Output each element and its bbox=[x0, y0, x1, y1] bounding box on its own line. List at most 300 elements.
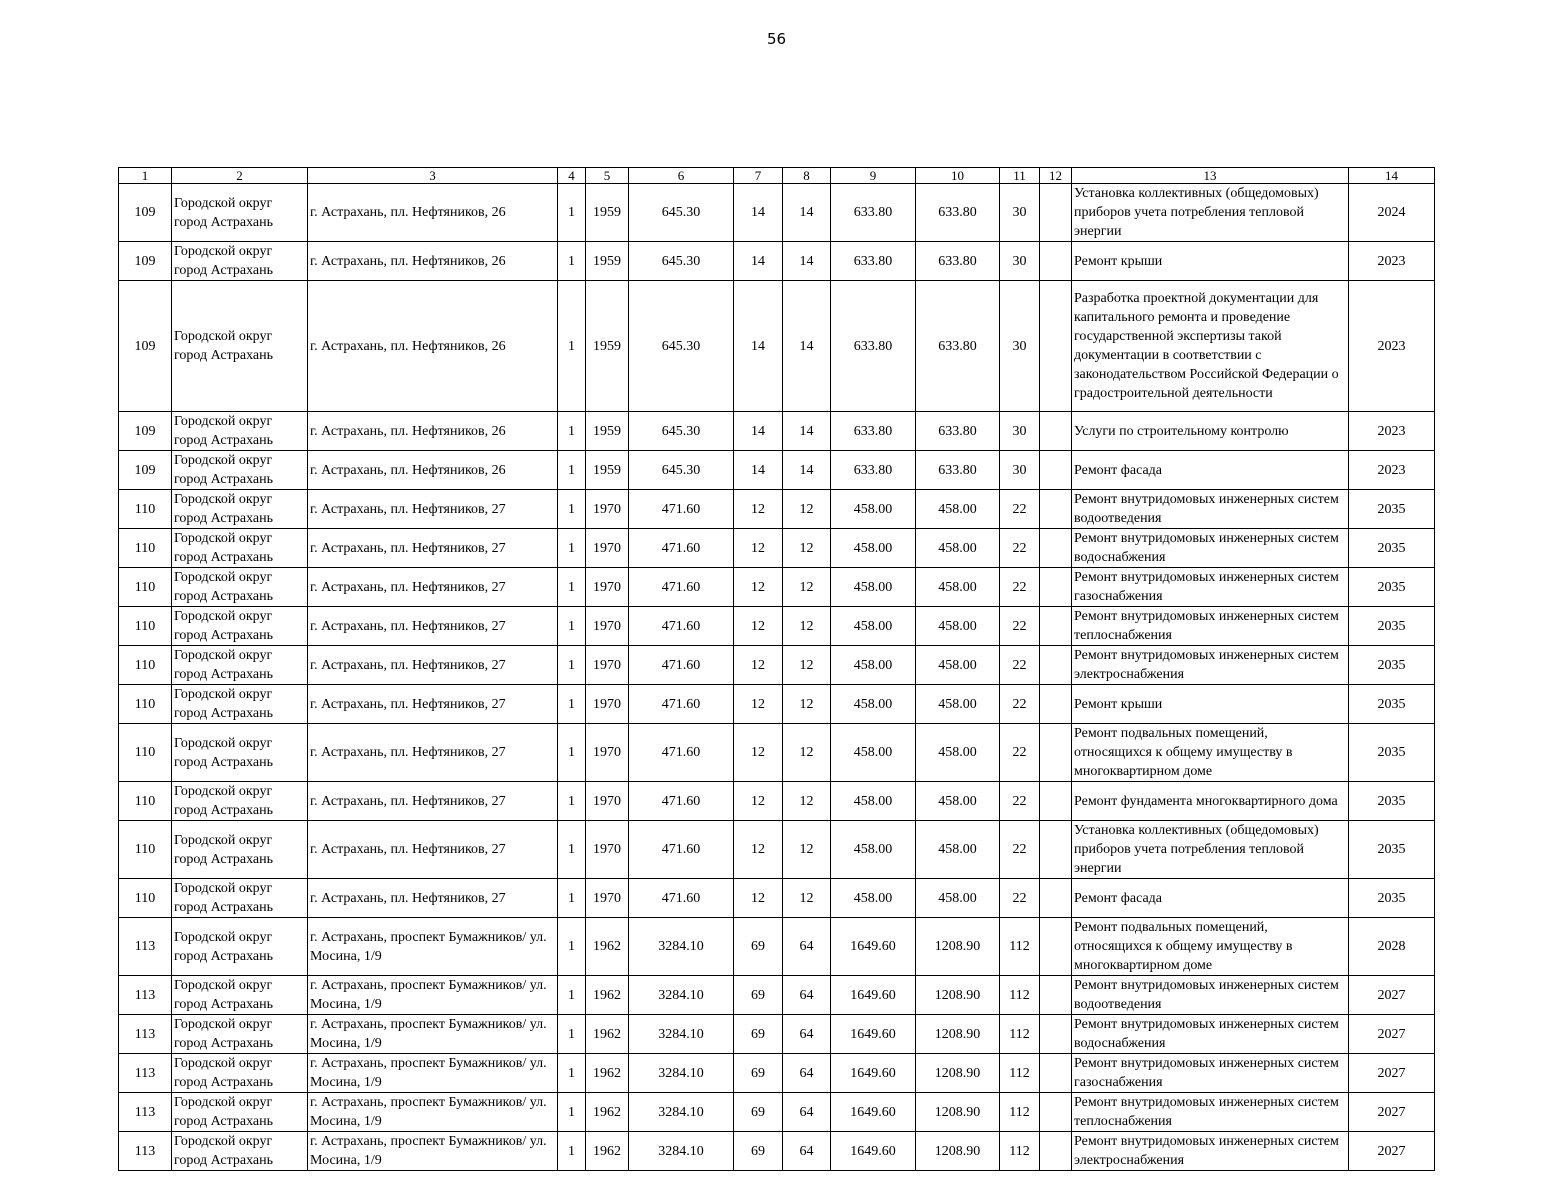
cell-residents: 112 bbox=[1000, 976, 1040, 1015]
cell-work-type: Ремонт фасада bbox=[1072, 451, 1349, 490]
column-header: 1 bbox=[119, 168, 172, 184]
table-row bbox=[119, 568, 1435, 607]
cell-residents: 22 bbox=[1000, 724, 1040, 782]
cell-col-10: 1208.90 bbox=[916, 1054, 1000, 1093]
table-row bbox=[119, 1015, 1435, 1054]
cell-total-area: 471.60 bbox=[629, 568, 734, 607]
column-header: 5 bbox=[586, 168, 629, 184]
cell-municipality: Городской округ город Астрахань bbox=[172, 879, 308, 918]
cell-col-8: 14 bbox=[783, 184, 831, 242]
cell-residents: 22 bbox=[1000, 685, 1040, 724]
cell-build-year: 1962 bbox=[586, 976, 629, 1015]
cell-total-area: 3284.10 bbox=[629, 1093, 734, 1132]
cell-col-4: 1 bbox=[558, 1015, 586, 1054]
cell-col-10: 1208.90 bbox=[916, 976, 1000, 1015]
table-row bbox=[119, 184, 1435, 242]
table-row bbox=[119, 490, 1435, 529]
cell-build-year: 1970 bbox=[586, 646, 629, 685]
table-row bbox=[119, 412, 1435, 451]
cell-col-10: 1208.90 bbox=[916, 1132, 1000, 1171]
column-header: 4 bbox=[558, 168, 586, 184]
cell-col-7: 12 bbox=[734, 879, 783, 918]
cell-residents: 30 bbox=[1000, 412, 1040, 451]
cell-residential-area: 1649.60 bbox=[831, 1132, 916, 1171]
cell-municipality: Городской округ город Астрахань bbox=[172, 529, 308, 568]
column-header: 11 bbox=[1000, 168, 1040, 184]
cell-col-10: 633.80 bbox=[916, 451, 1000, 490]
cell-build-year: 1970 bbox=[586, 607, 629, 646]
cell-col-10: 458.00 bbox=[916, 607, 1000, 646]
cell-col-7: 14 bbox=[734, 451, 783, 490]
cell-residents: 112 bbox=[1000, 918, 1040, 976]
cell-col-7: 69 bbox=[734, 976, 783, 1015]
cell-col-10: 458.00 bbox=[916, 724, 1000, 782]
cell-address: г. Астрахань, пл. Нефтяников, 27 bbox=[308, 879, 558, 918]
table-row bbox=[119, 281, 1435, 412]
cell-work-type: Ремонт внутридомовых инженерных систем водоотведения bbox=[1072, 490, 1349, 529]
cell-total-area: 471.60 bbox=[629, 685, 734, 724]
cell-col-12 bbox=[1040, 242, 1072, 281]
cell-municipality: Городской округ город Астрахань bbox=[172, 821, 308, 879]
cell-col-10: 458.00 bbox=[916, 782, 1000, 821]
cell-planned-year: 2023 bbox=[1349, 281, 1435, 412]
cell-residents: 30 bbox=[1000, 184, 1040, 242]
column-header: 13 bbox=[1072, 168, 1349, 184]
cell-work-type: Ремонт крыши bbox=[1072, 685, 1349, 724]
cell-work-type: Ремонт внутридомовых инженерных систем газоснабжения bbox=[1072, 568, 1349, 607]
cell-work-type: Установка коллективных (общедомовых) приборов учета потребления тепловой энергии bbox=[1072, 184, 1349, 242]
cell-col-7: 12 bbox=[734, 646, 783, 685]
cell-residential-area: 633.80 bbox=[831, 451, 916, 490]
cell-col-8: 12 bbox=[783, 879, 831, 918]
cell-work-type: Ремонт внутридомовых инженерных систем водоснабжения bbox=[1072, 1015, 1349, 1054]
cell-residential-area: 1649.60 bbox=[831, 1054, 916, 1093]
cell-total-area: 471.60 bbox=[629, 724, 734, 782]
cell-col-4: 1 bbox=[558, 782, 586, 821]
cell-work-type: Ремонт внутридомовых инженерных систем электроснабжения bbox=[1072, 646, 1349, 685]
cell-col-8: 14 bbox=[783, 451, 831, 490]
cell-residents: 112 bbox=[1000, 1054, 1040, 1093]
cell-col-7: 69 bbox=[734, 1093, 783, 1132]
cell-work-type: Установка коллективных (общедомовых) приборов учета потребления тепловой энергии bbox=[1072, 821, 1349, 879]
cell-col-7: 12 bbox=[734, 490, 783, 529]
cell-build-year: 1970 bbox=[586, 529, 629, 568]
table-row bbox=[119, 607, 1435, 646]
cell-total-area: 645.30 bbox=[629, 412, 734, 451]
cell-municipality: Городской округ город Астрахань bbox=[172, 607, 308, 646]
column-header: 8 bbox=[783, 168, 831, 184]
cell-address: г. Астрахань, пл. Нефтяников, 27 bbox=[308, 821, 558, 879]
cell-work-type: Разработка проектной документации для капитального ремонта и проведение государственной экспертизы такой документации в соответствии с законодательством Российской Федерации о градостроительной деятельности bbox=[1072, 281, 1349, 412]
cell-address: г. Астрахань, пл. Нефтяников, 27 bbox=[308, 724, 558, 782]
cell-work-type: Ремонт фундамента многоквартирного дома bbox=[1072, 782, 1349, 821]
table-row bbox=[119, 821, 1435, 879]
table-row bbox=[119, 451, 1435, 490]
table-row bbox=[119, 685, 1435, 724]
cell-build-year: 1962 bbox=[586, 918, 629, 976]
cell-col-7: 14 bbox=[734, 184, 783, 242]
cell-col-12 bbox=[1040, 1015, 1072, 1054]
cell-row-number: 110 bbox=[119, 782, 172, 821]
cell-row-number: 110 bbox=[119, 490, 172, 529]
cell-col-10: 1208.90 bbox=[916, 1093, 1000, 1132]
cell-row-number: 109 bbox=[119, 451, 172, 490]
cell-col-12 bbox=[1040, 529, 1072, 568]
cell-municipality: Городской округ город Астрахань bbox=[172, 646, 308, 685]
column-header: 2 bbox=[172, 168, 308, 184]
cell-municipality: Городской округ город Астрахань bbox=[172, 1093, 308, 1132]
cell-col-4: 1 bbox=[558, 879, 586, 918]
cell-planned-year: 2035 bbox=[1349, 568, 1435, 607]
cell-address: г. Астрахань, пл. Нефтяников, 27 bbox=[308, 568, 558, 607]
cell-address: г. Астрахань, пл. Нефтяников, 27 bbox=[308, 529, 558, 568]
table-row bbox=[119, 1093, 1435, 1132]
cell-row-number: 113 bbox=[119, 1132, 172, 1171]
cell-col-7: 12 bbox=[734, 685, 783, 724]
cell-planned-year: 2035 bbox=[1349, 529, 1435, 568]
cell-col-8: 12 bbox=[783, 529, 831, 568]
table-row bbox=[119, 1132, 1435, 1171]
cell-municipality: Городской округ город Астрахань bbox=[172, 724, 308, 782]
cell-residents: 22 bbox=[1000, 529, 1040, 568]
table-row bbox=[119, 529, 1435, 568]
cell-col-4: 1 bbox=[558, 242, 586, 281]
cell-col-7: 12 bbox=[734, 821, 783, 879]
cell-row-number: 110 bbox=[119, 685, 172, 724]
cell-municipality: Городской округ город Астрахань bbox=[172, 782, 308, 821]
cell-col-10: 458.00 bbox=[916, 821, 1000, 879]
cell-col-12 bbox=[1040, 685, 1072, 724]
cell-col-4: 1 bbox=[558, 412, 586, 451]
cell-row-number: 110 bbox=[119, 821, 172, 879]
cell-municipality: Городской округ город Астрахань bbox=[172, 568, 308, 607]
cell-total-area: 471.60 bbox=[629, 646, 734, 685]
cell-municipality: Городской округ город Астрахань bbox=[172, 1132, 308, 1171]
cell-build-year: 1970 bbox=[586, 821, 629, 879]
cell-col-8: 12 bbox=[783, 646, 831, 685]
cell-residents: 22 bbox=[1000, 490, 1040, 529]
cell-residential-area: 633.80 bbox=[831, 281, 916, 412]
cell-col-7: 69 bbox=[734, 1132, 783, 1171]
cell-row-number: 109 bbox=[119, 281, 172, 412]
cell-row-number: 113 bbox=[119, 976, 172, 1015]
cell-col-10: 458.00 bbox=[916, 568, 1000, 607]
cell-col-12 bbox=[1040, 1054, 1072, 1093]
cell-residential-area: 633.80 bbox=[831, 184, 916, 242]
cell-row-number: 110 bbox=[119, 879, 172, 918]
cell-residents: 22 bbox=[1000, 782, 1040, 821]
cell-col-10: 633.80 bbox=[916, 242, 1000, 281]
cell-planned-year: 2035 bbox=[1349, 490, 1435, 529]
cell-col-12 bbox=[1040, 184, 1072, 242]
cell-build-year: 1970 bbox=[586, 490, 629, 529]
cell-row-number: 110 bbox=[119, 529, 172, 568]
cell-col-10: 633.80 bbox=[916, 281, 1000, 412]
cell-col-8: 14 bbox=[783, 242, 831, 281]
cell-build-year: 1959 bbox=[586, 451, 629, 490]
cell-total-area: 471.60 bbox=[629, 607, 734, 646]
cell-col-4: 1 bbox=[558, 529, 586, 568]
cell-address: г. Астрахань, проспект Бумажников/ ул. Мосина, 1/9 bbox=[308, 1093, 558, 1132]
cell-col-4: 1 bbox=[558, 568, 586, 607]
cell-planned-year: 2023 bbox=[1349, 412, 1435, 451]
cell-residential-area: 458.00 bbox=[831, 568, 916, 607]
cell-col-4: 1 bbox=[558, 607, 586, 646]
cell-col-7: 69 bbox=[734, 1054, 783, 1093]
cell-planned-year: 2028 bbox=[1349, 918, 1435, 976]
cell-total-area: 645.30 bbox=[629, 184, 734, 242]
cell-work-type: Услуги по строительному контролю bbox=[1072, 412, 1349, 451]
cell-planned-year: 2035 bbox=[1349, 879, 1435, 918]
cell-address: г. Астрахань, пл. Нефтяников, 26 bbox=[308, 242, 558, 281]
cell-col-10: 458.00 bbox=[916, 685, 1000, 724]
cell-planned-year: 2035 bbox=[1349, 646, 1435, 685]
column-header: 9 bbox=[831, 168, 916, 184]
cell-address: г. Астрахань, пл. Нефтяников, 26 bbox=[308, 451, 558, 490]
cell-residents: 22 bbox=[1000, 879, 1040, 918]
cell-col-12 bbox=[1040, 607, 1072, 646]
cell-col-4: 1 bbox=[558, 184, 586, 242]
cell-col-4: 1 bbox=[558, 918, 586, 976]
cell-col-12 bbox=[1040, 412, 1072, 451]
cell-col-8: 12 bbox=[783, 724, 831, 782]
cell-address: г. Астрахань, проспект Бумажников/ ул. Мосина, 1/9 bbox=[308, 1132, 558, 1171]
cell-planned-year: 2035 bbox=[1349, 685, 1435, 724]
cell-municipality: Городской округ город Астрахань bbox=[172, 412, 308, 451]
cell-col-8: 64 bbox=[783, 1054, 831, 1093]
cell-build-year: 1959 bbox=[586, 281, 629, 412]
cell-build-year: 1970 bbox=[586, 724, 629, 782]
cell-municipality: Городской округ город Астрахань bbox=[172, 184, 308, 242]
column-header: 3 bbox=[308, 168, 558, 184]
cell-col-8: 14 bbox=[783, 281, 831, 412]
cell-build-year: 1970 bbox=[586, 568, 629, 607]
cell-address: г. Астрахань, проспект Бумажников/ ул. Мосина, 1/9 bbox=[308, 918, 558, 976]
cell-total-area: 471.60 bbox=[629, 821, 734, 879]
table-row bbox=[119, 782, 1435, 821]
cell-row-number: 109 bbox=[119, 184, 172, 242]
cell-build-year: 1959 bbox=[586, 242, 629, 281]
cell-total-area: 471.60 bbox=[629, 782, 734, 821]
table-row bbox=[119, 1054, 1435, 1093]
cell-col-7: 14 bbox=[734, 242, 783, 281]
cell-municipality: Городской округ город Астрахань bbox=[172, 242, 308, 281]
cell-residential-area: 633.80 bbox=[831, 242, 916, 281]
cell-address: г. Астрахань, пл. Нефтяников, 27 bbox=[308, 607, 558, 646]
cell-planned-year: 2027 bbox=[1349, 1132, 1435, 1171]
cell-address: г. Астрахань, пл. Нефтяников, 26 bbox=[308, 412, 558, 451]
cell-col-12 bbox=[1040, 976, 1072, 1015]
cell-row-number: 113 bbox=[119, 1093, 172, 1132]
cell-row-number: 113 bbox=[119, 1054, 172, 1093]
cell-residents: 30 bbox=[1000, 281, 1040, 412]
cell-residential-area: 1649.60 bbox=[831, 1015, 916, 1054]
cell-col-8: 64 bbox=[783, 976, 831, 1015]
cell-address: г. Астрахань, проспект Бумажников/ ул. Мосина, 1/9 bbox=[308, 976, 558, 1015]
cell-col-10: 458.00 bbox=[916, 879, 1000, 918]
cell-row-number: 110 bbox=[119, 568, 172, 607]
cell-col-7: 12 bbox=[734, 782, 783, 821]
table-row bbox=[119, 976, 1435, 1015]
cell-municipality: Городской округ город Астрахань bbox=[172, 918, 308, 976]
cell-work-type: Ремонт внутридомовых инженерных систем теплоснабжения bbox=[1072, 607, 1349, 646]
cell-col-10: 458.00 bbox=[916, 490, 1000, 529]
cell-col-12 bbox=[1040, 1132, 1072, 1171]
cell-planned-year: 2023 bbox=[1349, 242, 1435, 281]
cell-municipality: Городской округ город Астрахань bbox=[172, 281, 308, 412]
cell-col-7: 12 bbox=[734, 529, 783, 568]
cell-total-area: 3284.10 bbox=[629, 1015, 734, 1054]
cell-municipality: Городской округ город Астрахань bbox=[172, 685, 308, 724]
cell-col-10: 633.80 bbox=[916, 184, 1000, 242]
cell-build-year: 1962 bbox=[586, 1015, 629, 1054]
cell-col-12 bbox=[1040, 451, 1072, 490]
cell-col-8: 12 bbox=[783, 821, 831, 879]
cell-build-year: 1959 bbox=[586, 184, 629, 242]
cell-row-number: 110 bbox=[119, 724, 172, 782]
cell-col-8: 12 bbox=[783, 685, 831, 724]
cell-residential-area: 458.00 bbox=[831, 879, 916, 918]
cell-build-year: 1959 bbox=[586, 412, 629, 451]
cell-col-12 bbox=[1040, 1093, 1072, 1132]
cell-build-year: 1970 bbox=[586, 685, 629, 724]
cell-planned-year: 2024 bbox=[1349, 184, 1435, 242]
column-header: 12 bbox=[1040, 168, 1072, 184]
cell-row-number: 110 bbox=[119, 646, 172, 685]
cell-col-12 bbox=[1040, 879, 1072, 918]
cell-col-4: 1 bbox=[558, 976, 586, 1015]
cell-col-8: 14 bbox=[783, 412, 831, 451]
cell-col-4: 1 bbox=[558, 1054, 586, 1093]
cell-col-8: 64 bbox=[783, 918, 831, 976]
cell-total-area: 645.30 bbox=[629, 281, 734, 412]
cell-col-7: 12 bbox=[734, 724, 783, 782]
table-row bbox=[119, 242, 1435, 281]
cell-residential-area: 458.00 bbox=[831, 821, 916, 879]
cell-residents: 22 bbox=[1000, 607, 1040, 646]
table-row bbox=[119, 918, 1435, 976]
cell-col-12 bbox=[1040, 821, 1072, 879]
cell-residential-area: 458.00 bbox=[831, 607, 916, 646]
cell-col-4: 1 bbox=[558, 821, 586, 879]
cell-col-7: 69 bbox=[734, 918, 783, 976]
cell-residents: 22 bbox=[1000, 568, 1040, 607]
cell-row-number: 109 bbox=[119, 412, 172, 451]
cell-work-type: Ремонт внутридомовых инженерных систем теплоснабжения bbox=[1072, 1093, 1349, 1132]
cell-col-12 bbox=[1040, 490, 1072, 529]
column-header: 6 bbox=[629, 168, 734, 184]
cell-residents: 112 bbox=[1000, 1015, 1040, 1054]
cell-col-7: 14 bbox=[734, 281, 783, 412]
cell-address: г. Астрахань, пл. Нефтяников, 27 bbox=[308, 685, 558, 724]
cell-address: г. Астрахань, пл. Нефтяников, 26 bbox=[308, 281, 558, 412]
cell-col-4: 1 bbox=[558, 685, 586, 724]
cell-work-type: Ремонт внутридомовых инженерных систем электроснабжения bbox=[1072, 1132, 1349, 1171]
cell-col-4: 1 bbox=[558, 1132, 586, 1171]
cell-build-year: 1962 bbox=[586, 1093, 629, 1132]
cell-address: г. Астрахань, проспект Бумажников/ ул. Мосина, 1/9 bbox=[308, 1015, 558, 1054]
cell-planned-year: 2027 bbox=[1349, 976, 1435, 1015]
cell-col-8: 12 bbox=[783, 782, 831, 821]
cell-col-4: 1 bbox=[558, 646, 586, 685]
cell-address: г. Астрахань, пл. Нефтяников, 27 bbox=[308, 490, 558, 529]
cell-build-year: 1962 bbox=[586, 1132, 629, 1171]
cell-col-7: 14 bbox=[734, 412, 783, 451]
cell-municipality: Городской округ город Астрахань bbox=[172, 1015, 308, 1054]
cell-col-4: 1 bbox=[558, 451, 586, 490]
cell-col-10: 1208.90 bbox=[916, 918, 1000, 976]
cell-residential-area: 1649.60 bbox=[831, 976, 916, 1015]
cell-total-area: 471.60 bbox=[629, 490, 734, 529]
cell-row-number: 113 bbox=[119, 1015, 172, 1054]
cell-col-12 bbox=[1040, 568, 1072, 607]
cell-residents: 30 bbox=[1000, 451, 1040, 490]
table-row bbox=[119, 724, 1435, 782]
cell-col-8: 64 bbox=[783, 1132, 831, 1171]
cell-address: г. Астрахань, пл. Нефтяников, 27 bbox=[308, 646, 558, 685]
cell-work-type: Ремонт фасада bbox=[1072, 879, 1349, 918]
cell-address: г. Астрахань, пл. Нефтяников, 27 bbox=[308, 782, 558, 821]
cell-col-10: 458.00 bbox=[916, 646, 1000, 685]
cell-residential-area: 458.00 bbox=[831, 490, 916, 529]
cell-total-area: 3284.10 bbox=[629, 918, 734, 976]
cell-build-year: 1962 bbox=[586, 1054, 629, 1093]
cell-municipality: Городской округ город Астрахань bbox=[172, 976, 308, 1015]
cell-residential-area: 458.00 bbox=[831, 646, 916, 685]
cell-work-type: Ремонт подвальных помещений, относящихся к общему имуществу в многоквартирном доме bbox=[1072, 918, 1349, 976]
cell-residents: 112 bbox=[1000, 1093, 1040, 1132]
cell-residential-area: 458.00 bbox=[831, 685, 916, 724]
column-header: 10 bbox=[916, 168, 1000, 184]
cell-col-12 bbox=[1040, 918, 1072, 976]
cell-col-10: 633.80 bbox=[916, 412, 1000, 451]
cell-residential-area: 458.00 bbox=[831, 724, 916, 782]
cell-residents: 22 bbox=[1000, 646, 1040, 685]
cell-total-area: 3284.10 bbox=[629, 976, 734, 1015]
cell-total-area: 3284.10 bbox=[629, 1054, 734, 1093]
cell-col-10: 1208.90 bbox=[916, 1015, 1000, 1054]
cell-planned-year: 2027 bbox=[1349, 1093, 1435, 1132]
cell-planned-year: 2035 bbox=[1349, 782, 1435, 821]
column-number-header-row bbox=[119, 168, 1435, 184]
cell-col-12 bbox=[1040, 646, 1072, 685]
cell-col-4: 1 bbox=[558, 724, 586, 782]
cell-residential-area: 633.80 bbox=[831, 412, 916, 451]
cell-total-area: 471.60 bbox=[629, 529, 734, 568]
cell-work-type: Ремонт внутридомовых инженерных систем водоотведения bbox=[1072, 976, 1349, 1015]
cell-build-year: 1970 bbox=[586, 879, 629, 918]
cell-municipality: Городской округ город Астрахань bbox=[172, 451, 308, 490]
cell-address: г. Астрахань, проспект Бумажников/ ул. Мосина, 1/9 bbox=[308, 1054, 558, 1093]
cell-row-number: 109 bbox=[119, 242, 172, 281]
cell-address: г. Астрахань, пл. Нефтяников, 26 bbox=[308, 184, 558, 242]
cell-planned-year: 2035 bbox=[1349, 724, 1435, 782]
cell-row-number: 113 bbox=[119, 918, 172, 976]
cell-col-7: 69 bbox=[734, 1015, 783, 1054]
cell-residential-area: 458.00 bbox=[831, 529, 916, 568]
cell-col-8: 12 bbox=[783, 490, 831, 529]
cell-total-area: 471.60 bbox=[629, 879, 734, 918]
cell-total-area: 645.30 bbox=[629, 242, 734, 281]
table-row bbox=[119, 879, 1435, 918]
cell-row-number: 110 bbox=[119, 607, 172, 646]
cell-planned-year: 2027 bbox=[1349, 1054, 1435, 1093]
cell-work-type: Ремонт внутридомовых инженерных систем водоснабжения bbox=[1072, 529, 1349, 568]
cell-col-12 bbox=[1040, 281, 1072, 412]
cell-col-4: 1 bbox=[558, 281, 586, 412]
cell-col-12 bbox=[1040, 724, 1072, 782]
cell-residential-area: 1649.60 bbox=[831, 918, 916, 976]
